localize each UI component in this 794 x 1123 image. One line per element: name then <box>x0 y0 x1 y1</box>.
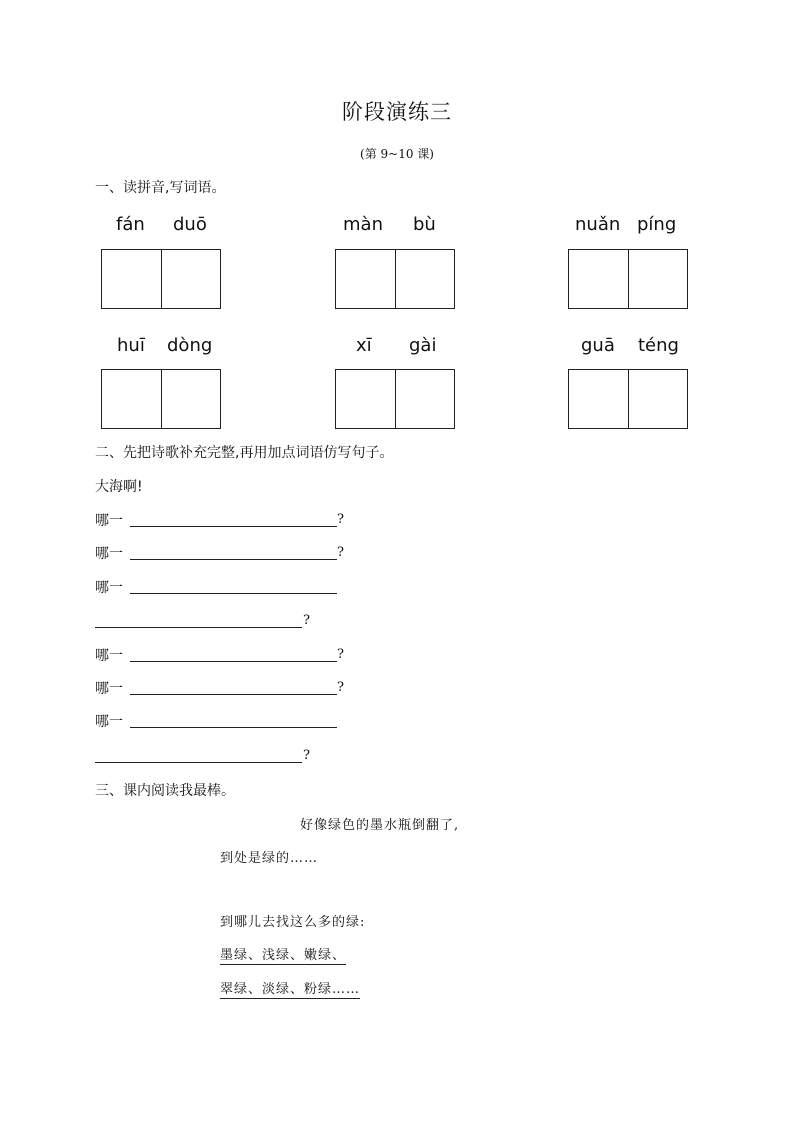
answer-line[interactable] <box>130 661 337 662</box>
section3-heading: 三、课内阅读我最棒。 <box>95 783 235 799</box>
reading-line: 好像绿色的墨水瓶倒翻了, <box>300 818 460 833</box>
grid-cell[interactable] <box>102 370 161 428</box>
question-mark: ? <box>303 748 310 763</box>
answer-line[interactable] <box>95 762 302 763</box>
writing-grid[interactable] <box>568 249 688 309</box>
pinyin: píng <box>637 214 677 235</box>
pinyin: màn <box>343 214 383 235</box>
question-mark: ? <box>337 680 344 695</box>
answer-line[interactable] <box>130 559 337 560</box>
underlined-text: 墨绿、浅绿、嫩绿、 <box>220 948 347 963</box>
grid-cell[interactable] <box>395 250 455 308</box>
answer-line[interactable] <box>130 694 337 695</box>
question-mark: ? <box>337 545 344 560</box>
answer-line[interactable] <box>130 526 337 527</box>
page-title: 阶段演练三 <box>342 100 452 124</box>
pinyin: nuǎn <box>575 214 621 235</box>
grid-cell[interactable] <box>161 250 221 308</box>
question-mark: ? <box>337 512 344 527</box>
pinyin: guā <box>581 335 615 356</box>
pinyin: gài <box>409 335 437 356</box>
grid-cell[interactable] <box>336 250 395 308</box>
line-prefix: 哪一 <box>95 546 123 562</box>
line-prefix: 哪一 <box>95 714 123 730</box>
grid-cell[interactable] <box>102 250 161 308</box>
grid-cell[interactable] <box>161 370 221 428</box>
pinyin: huī <box>117 335 145 356</box>
grid-cell[interactable] <box>336 370 395 428</box>
line-prefix: 哪一 <box>95 513 123 529</box>
grid-cell[interactable] <box>395 370 455 428</box>
reading-line: 到处是绿的…… <box>220 851 319 866</box>
grid-cell[interactable] <box>628 370 688 428</box>
writing-grid[interactable] <box>101 369 221 429</box>
pinyin: dòng <box>167 335 213 356</box>
question-mark: ? <box>337 647 344 662</box>
writing-grid[interactable] <box>335 369 455 429</box>
pinyin: téng <box>638 335 679 356</box>
line-prefix: 哪一 <box>95 648 123 664</box>
reading-line-underlined <box>220 978 360 997</box>
section1-heading: 一、读拼音,写词语。 <box>95 180 226 196</box>
writing-grid[interactable] <box>335 249 455 309</box>
answer-line[interactable] <box>95 627 302 628</box>
writing-grid[interactable] <box>101 249 221 309</box>
question-mark: ? <box>303 613 310 628</box>
pinyin: xī <box>356 335 372 356</box>
answer-line[interactable] <box>130 593 337 594</box>
answer-line[interactable] <box>130 727 337 728</box>
reading-line-underlined <box>220 944 346 963</box>
grid-cell[interactable] <box>569 370 628 428</box>
underlined-text: 翠绿、淡绿、粉绿…… <box>220 982 361 997</box>
grid-cell[interactable] <box>628 250 688 308</box>
writing-grid[interactable] <box>568 369 688 429</box>
line-prefix: 哪一 <box>95 580 123 596</box>
pinyin: duō <box>173 214 207 235</box>
pinyin: fán <box>116 214 145 235</box>
section2-heading: 二、先把诗歌补充完整,再用加点词语仿写句子。 <box>95 445 394 461</box>
grid-cell[interactable] <box>569 250 628 308</box>
pinyin: bù <box>413 214 436 235</box>
line-prefix: 哪一 <box>95 681 123 697</box>
page-subtitle: (第 9~10 课) <box>360 147 434 161</box>
poem-intro: 大海啊! <box>95 479 143 495</box>
reading-line: 到哪儿去找这么多的绿: <box>220 915 366 930</box>
